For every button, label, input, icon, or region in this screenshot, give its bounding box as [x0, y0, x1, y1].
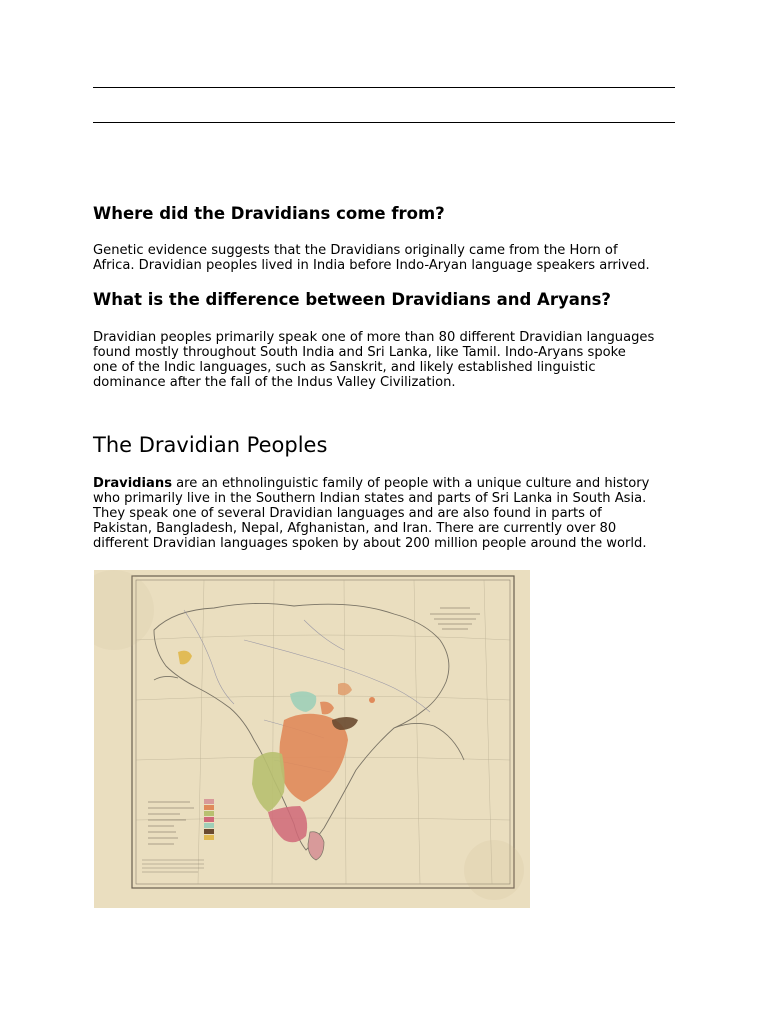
second-rule: [93, 122, 675, 123]
section-title: The Dravidian Peoples: [93, 433, 328, 457]
dravidian-language-map: [94, 570, 530, 908]
paragraph-line: Dravidian peoples primarily speak one of more than 80 different Dravidian languages: [93, 330, 655, 345]
answer-paragraph-origin: [93, 244, 683, 274]
paragraph-line: who primarily live in the Southern Indian states and parts of Sri Lanka in South Asia.: [93, 490, 647, 506]
question-heading-difference: What is the difference between Dravidians and Aryans?: [93, 290, 611, 309]
question-heading-origin: Where did the Dravidians come from?: [93, 204, 445, 223]
bold-term: Dravidians: [93, 476, 172, 491]
paragraph-line: are an ethnolinguistic family of people with a unique culture and history: [172, 476, 650, 491]
intro-paragraph: [93, 477, 683, 552]
paragraph-line: found mostly throughout South India and Sri Lanka, like Tamil. Indo-Aryans spoke: [93, 344, 626, 360]
paragraph-line: dominance after the fall of the Indus Valley Civilization.: [93, 374, 456, 390]
top-rule: [93, 87, 675, 88]
paragraph-line: Genetic evidence suggests that the Dravidians originally came from the Horn of: [93, 243, 618, 258]
answer-paragraph-difference: [93, 331, 683, 391]
paragraph-line: one of the Indic languages, such as Sanskrit, and likely established linguistic: [93, 359, 596, 375]
paragraph-line: Pakistan, Bangladesh, Nepal, Afghanistan, and Iran. There are currently over 80: [93, 520, 617, 536]
paragraph-line: Africa. Dravidian peoples lived in India before Indo-Aryan language speakers arrived.: [93, 257, 650, 273]
paragraph-line: different Dravidian languages spoken by about 200 million people around the world.: [93, 535, 647, 551]
map-illustration: [94, 570, 530, 908]
paragraph-line: They speak one of several Dravidian languages and are also found in parts of: [93, 505, 602, 521]
